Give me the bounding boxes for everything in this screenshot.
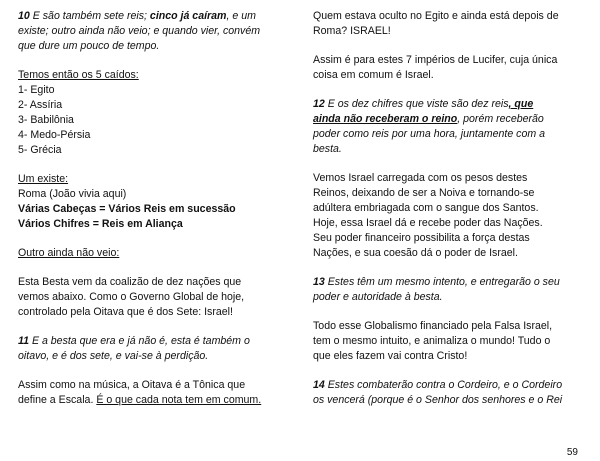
list-item: 5- Grécia (18, 144, 62, 156)
body-text: Todo esse Globalismo financiado pela Falsa Israel, (313, 320, 553, 332)
body-text: Quem estava oculto no Egito e ainda está depois de (313, 10, 559, 22)
body-text: que eles fazem vai contra Cristo! (313, 350, 468, 362)
paragraph-israel-question (313, 9, 585, 39)
section-heading: Outro ainda não veio: (18, 247, 120, 259)
bold-statement: Vários Chifres = Reis em Aliança (18, 218, 183, 230)
paragraph-empires (313, 53, 585, 83)
section-heading: Temos então os 5 caídos: (18, 69, 139, 81)
verse-number: 11 (18, 335, 29, 347)
verse-13 (313, 275, 585, 305)
verse-text: que dure um pouco de tempo. (18, 40, 160, 52)
verse-text: Estes têm um mesmo intento, e entregarão o seu (324, 276, 560, 288)
verse-14 (313, 378, 585, 408)
list-item: 4- Medo-Pérsia (18, 129, 91, 141)
verse-number: 13 (313, 276, 325, 288)
music-paragraph (18, 378, 290, 408)
verse-11 (18, 334, 290, 364)
other-section (18, 246, 290, 261)
body-text: Vemos Israel carregada com os pesos destes (313, 172, 528, 184)
verse-text: , porém receberão (457, 113, 544, 125)
verse-number: 14 (313, 379, 325, 391)
fallen-list (18, 68, 290, 158)
body-text: Assim é para estes 7 impérios de Lucifer, cuja única (313, 54, 558, 66)
body-text: Hoje, essa Israel dá e recebe poder das Nações. (313, 217, 543, 229)
right-column (313, 9, 585, 422)
left-column (18, 9, 290, 422)
verse-text: E são também sete reis; (29, 10, 150, 22)
body-text: coisa em comum é Israel. (313, 69, 434, 81)
paragraph-israel-burden (313, 171, 585, 261)
verse-12 (313, 97, 585, 157)
emphasis-text: cinco já caíram (149, 10, 227, 22)
verse-text: poder e autoridade à besta. (313, 291, 443, 303)
verse-text: , e um (226, 10, 256, 22)
exists-section (18, 172, 290, 232)
verse-text: besta. (313, 143, 342, 155)
page-number: 59 (566, 447, 578, 458)
verse-text: poder como reis por uma hora, juntamente com a (313, 128, 546, 140)
verse-number: 12 (313, 98, 325, 110)
body-text: Esta Besta vem da coalizão de dez nações que (18, 276, 242, 288)
emphasis-text: ainda não receberam o reino (313, 113, 458, 125)
verse-text: E os dez chifres que viste são dez reis (324, 98, 509, 110)
list-item: 2- Assíria (18, 99, 63, 111)
verse-text: oitavo, e é dos sete, e vai-se à perdição. (18, 350, 209, 362)
body-text: Seu poder financeiro possibilita a força destas (313, 232, 530, 244)
body-text: Roma? ISRAEL! (313, 25, 391, 37)
body-text: define a Escala. (18, 394, 97, 406)
list-item: 3- Babilônia (18, 114, 74, 126)
section-heading: Um existe: (18, 173, 69, 185)
body-text: controlado pela Oitava que é dos Sete: Israel! (18, 306, 233, 318)
body-text: vemos abaixo. Como o Governo Global de hoje, (18, 291, 245, 303)
verse-text: E a besta que era e já não é, esta é também o (29, 335, 250, 347)
verse-text: existe; outro ainda não veio; e quando vier, convém (18, 25, 261, 37)
besta-paragraph (18, 275, 290, 320)
body-text: tem o mesmo intuito, e animaliza o mundo! Tudo o (313, 335, 551, 347)
verse-10 (18, 9, 290, 54)
body-text: Nações, e sua coesão dá o poder de Israel. (313, 247, 518, 259)
underlined-text: É o que cada nota tem em comum. (96, 394, 262, 406)
verse-number: 10 (18, 10, 30, 22)
paragraph-globalism (313, 319, 585, 364)
bold-statement: Várias Cabeças = Vários Reis em sucessão (18, 203, 236, 215)
body-text: Reinos, deixando de ser a Noiva e tornando-se (313, 187, 535, 199)
verse-text: Estes combaterão contra o Cordeiro, e o Cordeiro (324, 379, 563, 391)
list-item: 1- Egito (18, 84, 55, 96)
body-text: Assim como na música, a Oitava é a Tônica que (18, 379, 246, 391)
body-text: adúltera embriagada com o sangue dos Santos. (313, 202, 539, 214)
body-text: Roma (João vivia aqui) (18, 188, 127, 200)
verse-text: os vencerá (porque é o Senhor dos senhores e o Rei (313, 394, 563, 406)
emphasis-text: , que (508, 98, 534, 110)
